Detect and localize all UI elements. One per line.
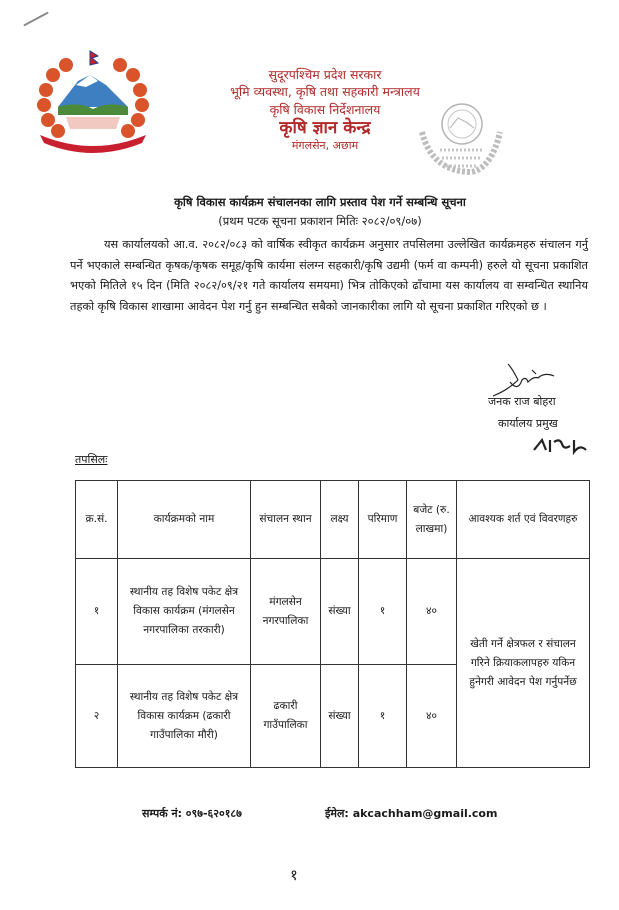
- cell-quantity: १: [359, 559, 407, 665]
- header-budget: बजेट (रु. लाखमा): [407, 481, 457, 559]
- office-seal-stamp: [412, 92, 504, 184]
- email-line: [325, 806, 497, 821]
- signatory-role: कार्यालय प्रमुख: [498, 417, 558, 430]
- cell-program: स्थानीय तह विशेष पकेट क्षेत्र विकास कार्यक्रम (मंगलसेन नगरपालिका तरकारी): [118, 559, 251, 665]
- cell-budget: ४०: [407, 665, 457, 768]
- paper-pin-mark: [23, 12, 49, 27]
- cell-location: मंगलसेन नगरपालिका: [251, 559, 321, 665]
- header-location: संचालन स्थान: [251, 481, 321, 559]
- cell-serial: २: [76, 665, 118, 768]
- cell-quantity: १: [359, 665, 407, 768]
- email-address[interactable]: akcachham@gmail.com: [352, 807, 498, 820]
- cell-serial: १: [76, 559, 118, 665]
- signatory-name: जनक राज बोहरा: [488, 395, 556, 408]
- cell-target: संख्या: [321, 559, 359, 665]
- program-table: [75, 480, 590, 768]
- page-number: १: [290, 866, 298, 884]
- chief-stamp: [530, 434, 590, 456]
- cell-location: ढकारी गाउँपालिका: [251, 665, 321, 768]
- contact-number: सम्पर्क नं: ०९७-६२०१८७: [142, 807, 242, 820]
- notice-title: कृषि विकास कार्यक्रम संचालनका लागि प्रस्ताव पेश गर्ने सम्बन्धि सूचना: [174, 195, 466, 209]
- cell-program: स्थानीय तह विशेष पकेट क्षेत्र विकास कार्यक्रम (ढकारी गाउँपालिका मौरी): [118, 665, 251, 768]
- letterhead-office: कृषि ज्ञान केन्द्र: [279, 118, 371, 138]
- flag: [90, 51, 98, 65]
- header-conditions: आवश्यक शर्त एवं विवरणहरु: [457, 481, 590, 559]
- header-serial: क्र.सं.: [76, 481, 118, 559]
- notice-body: यस कार्यालयको आ.व. २०८२/०८३ को वार्षिक स्वीकृत कार्यक्रम अनुसार तपसिलमा उल्लेखित कार्यक्रमहरु संचालन गर्नु पर्ने भएकाले सम्बन्धित कृषक/कृषक समूह/कृषि कार्यमा संलग्न सहकारी/कृषि उद्यमी (फर्म वा कम्पनी) हरुले यो सूचना प्रकाशित भएको मितिले १५ दिन (मिति २०८२/०९/२१ गते कार्यालय समयमा) भित्र तोकिएको ढाँचामा यस कार्यालय वा सम्वन्धित स्थानिय तहको कृषि विकास शाखामा आवेदन पेश गर्नु हुन सम्बन्धित सबैको जानकारीका लागि यो सूचना प्रकाशित गरिएको छ ।: [70, 238, 588, 313]
- email-label: ईमेल:: [325, 807, 349, 820]
- letterhead-ministry: भूमि व्यवस्था, कृषि तथा सहकारी मन्त्रालय: [230, 84, 420, 99]
- header-program-name: कार्यक्रमको नाम: [118, 481, 251, 559]
- cell-conditions: खेती गर्ने क्षेत्रफल र संचालन गरिने क्रियाकलापहरु यकिन हुनेगरी आवेदन पेश गर्नुपर्नेछ: [457, 559, 590, 768]
- cell-target: संख्या: [321, 665, 359, 768]
- table-header-row: [76, 481, 590, 559]
- letterhead-government: सुदूरपश्चिम प्रदेश सरकार: [268, 67, 382, 82]
- ribbon: [40, 135, 146, 153]
- signature: [488, 362, 558, 398]
- table-row: [76, 559, 590, 665]
- letterhead-location: मंगलसेन, अछाम: [291, 139, 359, 152]
- nepal-government-emblem: [28, 45, 158, 157]
- cell-budget: ४०: [407, 559, 457, 665]
- header-target: लक्ष्य: [321, 481, 359, 559]
- map-and-hands: [66, 117, 120, 129]
- notice-subtitle: (प्रथम पटक सूचना प्रकाशन मितिः २०८२/०९/०७): [218, 214, 422, 228]
- letterhead-directorate: कृषि विकास निर्देशनालय: [269, 102, 381, 117]
- header-quantity: परिमाण: [359, 481, 407, 559]
- details-label: तपसिलः: [75, 453, 108, 466]
